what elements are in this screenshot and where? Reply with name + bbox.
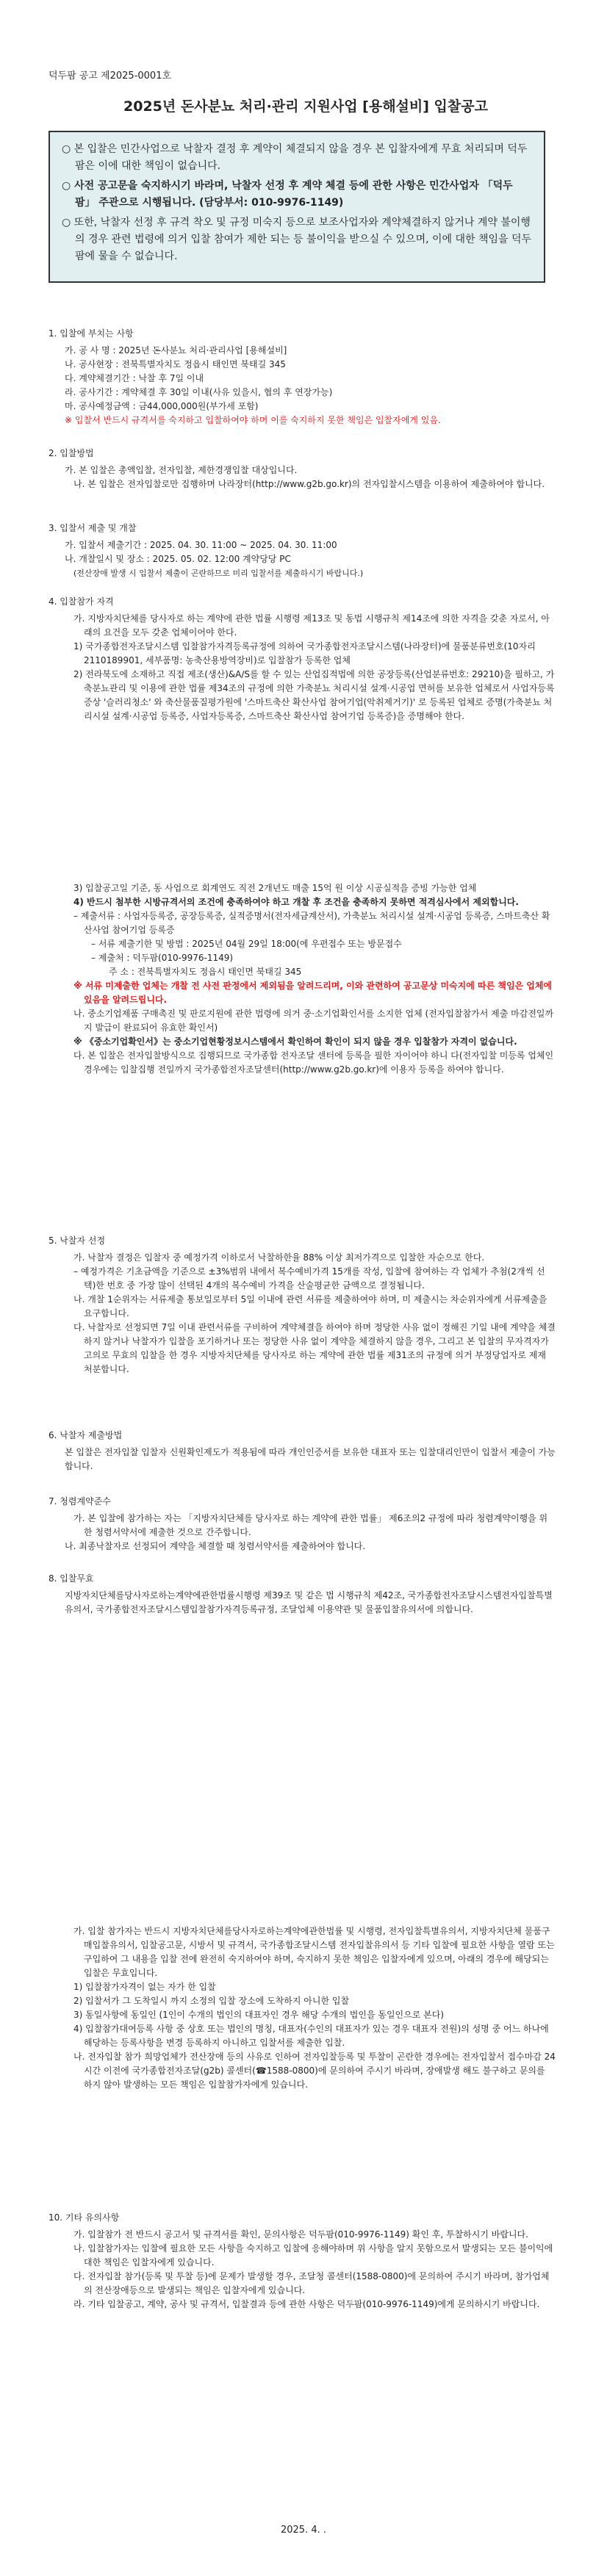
document-date: 2025. 4. .	[280, 2525, 327, 2536]
warning-note: ※ 서류 미제출한 업체는 개찰 전 사전 판정에서 제외됨을 알려드리며, 이와 관련하여 공고문상 미숙지에 따른 책임은 업체에 있음을 알려드립니다.	[73, 981, 553, 1005]
list-item: 나. 입찰참가자는 입찰에 필요한 모든 사항을 숙지하고 입찰에 응해야하며 위 사항을 알지 못함으로서 발생되는 모든 불이익에 대한 책임은 입찰자에게 있습니다.	[73, 2243, 553, 2267]
notice-bullet-2: ○ 사전 공고문을 숙지하시기 바라며, 낙찰자 선정 후 계약 체결 등에 관한 사항은 민간사업자 「덕두팜」 주관으로 시행됩니다. (담당부서: 010-9976-1149)	[62, 180, 513, 209]
section-7	[49, 1495, 556, 1554]
list-item: 가. 본 입찰은 총액입찰, 전자입찰, 제한경쟁입찰 대상입니다.	[65, 465, 298, 475]
list-item: 가. 입찰서 제출기간 : 2025. 04. 30. 11:00 ~ 2025. 04. 30. 11:00	[65, 540, 337, 550]
notice-number: 덕두팜 공고 제2025-0001호	[49, 71, 172, 82]
list-item: 본 입찰은 전자입찰 입찰자 신원확인제도가 적용됨에 따라 개인인증서를 보유한 대표자 또는 입찰대리인만이 입찰서 제출이 가능합니다.	[65, 1447, 556, 1471]
section-heading: 8. 입찰무효	[49, 1573, 94, 1584]
list-item: 2) 입찰서가 그 도착일시 까지 소정의 입찰 장소에 도착하지 아니한 입찰	[73, 1996, 350, 2006]
list-item: 다. 계약체결기간 : 낙찰 후 7일 이내	[65, 373, 204, 383]
section-5	[49, 1234, 556, 1377]
page-title: 2025년 돈사분뇨 처리·관리 지원사업 [용해설비] 입찰공고	[123, 98, 488, 115]
list-item: 가. 낙찰자 결정은 입찰자 중 예정가격 이하로서 낙찰하한율 88% 이상 최저가격으로 입찰한 자순으로 한다.	[73, 1252, 485, 1263]
section-heading: 10. 기타 유의사항	[49, 2212, 120, 2223]
list-item: 나. 전자입찰 참가 희망업체가 전산장애 등의 사유로 인하여 전자입찰등록 및 투찰이 곤란한 경우에는 전자입찰서 접수마감 24시간 이전에 국가종합전자조달(g2b) 콜센터(☎1588-0800)에 문의하여 주시기 바라며, 장애발생 해도 불구하고 문의를 하지 않아 발생하는 모든 책임은 입찰참가자에게 있습니다.	[73, 2052, 556, 2090]
notice-bullet-1: ○ 본 입찰은 민간사업으로 낙찰자 결정 후 계약이 체결되지 않을 경우 본 입찰자에게 무효 처리되며 덕두팜은 이에 대한 책임이 없습니다.	[62, 143, 528, 172]
list-item: 나. 개찰일시 및 장소 : 2025. 05. 02. 12:00 계약당당 PC	[65, 554, 291, 564]
list-item: 나. 개찰 1순위자는 서류제출 통보일로부터 5일 이내에 관련 서류를 제출하여야 하며, 미 제출시는 차순위자에게 서류제출을 요구합니다.	[73, 1294, 547, 1318]
list-item: 2) 전라북도에 소재하고 직접 제조(생산)&A/S를 할 수 있는 산업집적법에 의한 공장등록(산업분류번호: 29210)을 필하고, 가축분뇨관리 및 이용에 관한 법률 제34조의 규정에 의한 가축분뇨 처리시설 설계·시공업 면허를 보유한 업체로서 사업자등록증상 '슬러리청소' 와 축산물품질평가원에 '스마트축산 확산사업 참여기업(악취제거기)' 로 등록된 업체로 증명(가축분뇨 처리시설 설계·시공업 등록증, 사업자등록증, 스마트축산 확산사업 참여기업 등록증)을 증명해야 한다.	[73, 669, 555, 721]
section-heading: 7. 청렴계약준수	[49, 1496, 111, 1507]
section-heading: 5. 낙찰자 선정	[49, 1235, 106, 1246]
list-item: 나. 공사현장 : 전북특별자치도 정읍시 태인면 북태길 345	[65, 359, 286, 369]
section-3	[49, 522, 556, 580]
section-2	[49, 447, 556, 491]
list-item: 지방자치단체를당사자로하는계약에관한법률시행령 제39조 및 같은 법 시행규칙 제42조, 국가종합전자조달시스템전자입찰특별유의서, 국가종합전자조달시스템입찰참가자격등록규정, 조달업체 이용약관 및 물품입찰유의서에 의합니다.	[65, 1590, 553, 1614]
list-item: 가. 본 입찰에 참가하는 자는 「지방자치단체를 당사자로 하는 계약에 관한 법률」 제6조의2 규정에 따라 청렴계약이행을 위한 청렴서약서에 제출한 것으로 간주합니다.	[73, 1513, 548, 1537]
list-item: 라. 기타 입찰공고, 계약, 공사 및 규격서, 입찰결과 등에 관한 사항은 덕두팜(010-9976-1149)에게 문의하시기 바랍니다.	[73, 2299, 540, 2309]
section-heading: 3. 입찰서 제출 및 개찰	[49, 523, 137, 533]
section-8-continued	[49, 1924, 556, 2092]
list-item: 나. 중소기업제품 구매촉진 및 판로지원에 관한 법령에 의거 중·소기업확인서를 소지한 업체 (전자입찰참가서 제출 마감전일까지 발급이 완료되어 유효한 확인서)	[73, 1009, 554, 1033]
list-item: 다. 낙찰자로 선정되면 7일 이내 관련서류를 구비하여 계약체결을 하여야 하며 정당한 사유 없이 정해진 기일 내에 계약을 체결하지 않거나 낙찰자가 입찰을 포기하거나 또는 정당한 사유 없이 계약을 체결하지 않을 경우, 그리고 본 입찰의 무자격자가 고의로 무효의 입찰을 한 경우 지방자치단체를 당사자로 하는 계약에 관한 법률 제31조의 규정에 의거 부정당업자로 제재 처분합니다.	[73, 1322, 556, 1374]
list-item: 나. 최종낙찰자로 선정되어 계약을 체결할 때 청렴서약서를 제출하여야 합니다.	[65, 1541, 366, 1551]
list-item: – 서류 제출기한 및 방법 : 2025년 04월 29일 18:00(에 우편접수 또는 방문접수	[91, 939, 402, 949]
list-item: 주 소 : 전북특별자치도 정읍시 태인면 북태길 345	[109, 967, 302, 977]
list-item: 라. 공사기간 : 계약체결 후 30일 이내(사유 있을시, 협의 후 연장가능)	[65, 387, 333, 397]
section-heading: 1. 입찰에 부치는 사항	[49, 328, 134, 339]
list-item: 1) 국가종합전자조달시스템 입찰참가자격등록규정에 의하여 국가종합전자조달시스템(나라장터)에 물품분류번호(10자리 2110189901, 세부품명: 농축산용방역장비)로 입찰참가 등록한 업체	[73, 641, 536, 665]
list-item: 마. 공사예정금액 : 금44,000,000원(부가세 포함)	[65, 401, 259, 411]
list-note: (전산장애 발생 시 입찰서 제출이 곤란하므로 미리 입찰서를 제출하시기 바랍니다.)	[73, 569, 364, 578]
list-item: 1) 입찰참가자격이 없는 자가 한 입찰	[73, 1982, 216, 1992]
section-4	[49, 595, 556, 724]
section-6	[49, 1429, 556, 1473]
list-item: 가. 지방자치단체를 당사자로 하는 계약에 관한 법률 시행령 제13조 및 동법 시행규칙 제14조에 의한 자격을 갖춘 자로서, 아래의 요건을 모두 갖춘 업체이어야 한다.	[73, 613, 550, 638]
section-heading: 2. 입찰방법	[49, 448, 94, 458]
list-item: – 제출처 : 덕두팜(010-9976-1149)	[91, 953, 234, 963]
notice-box	[49, 131, 545, 283]
list-item: 3) 동일사항에 동일인 (1인이 수개의 법인의 대표자인 경우 해당 수개의 법인을 동일인으로 본다)	[73, 2010, 444, 2020]
list-item: – 제출서류 : 사업자등록증, 공장등록증, 실적증명서(전자세금계산서), 가축분뇨 처리시설 설계·시공업 등록증, 스마트축산 확산사업 참여기업 등록증	[73, 911, 550, 935]
section-10	[49, 2211, 556, 2312]
list-item: 가. 공 사 명 : 2025년 돈사분뇨 처리·관리사업 [용해설비]	[65, 345, 287, 356]
list-item: 3) 입찰공고일 기준, 동 사업으로 회계연도 직전 2개년도 매출 15억 원 이상 시공실적을 증빙 가능한 업체	[73, 883, 477, 893]
list-item: 4) 반드시 첨부한 시방규격서의 조건에 충족하여야 하고 개찰 후 조건을 충족하지 못하면 적격심사에서 제외합니다.	[73, 897, 519, 907]
list-item: 가. 입찰 참가자는 반드시 지방자치단체를당사자로하는계약에관한법률 및 시행령, 전자입찰특별유의서, 지방자치단체 물품구매입찰유의서, 입찰공고문, 시방서 및 규격서, 국가종합조달시스템 전자입찰유의서 등 기타 입찰에 필요한 사항을 열람 또는 구입하여 그 내용을 입찰 전에 완전히 숙지하여야 하며, 숙지하지 못한 책임은 입찰자에게 있으며, 아래의 경우에 해당되는 입찰은 무효입니다.	[73, 1926, 555, 1978]
list-item: – 예정가격은 기초금액을 기준으로 ±3%범위 내에서 복수예비가격 15개를 작성, 입찰에 참여하는 각 업체가 추첨(2개씩 선택)한 번호 중 가장 많이 선택된 4개의 복수예비 가격을 산술평균한 금액으로 결정됩니다.	[73, 1266, 545, 1291]
list-item: 다. 전자입찰 참가(등록 및 투찰 등)에 문제가 발생할 경우, 조달청 콜센터(1588-0800)에 문의하여 주시기 바라며, 참가업체의 전산장애등으로 발생되는 책임은 입찰자에게 있습니다.	[73, 2271, 550, 2295]
list-item: 4) 입찰참가대여등록 사항 중 상호 또는 법인의 명칭, 대표자(수인의 대표자가 있는 경우 대표자 전원)의 성명 중 어느 하나에 해당하는 등록사항을 변경 등록하지 아니하고 입찰서를 제출한 입찰.	[73, 2024, 549, 2048]
list-item: 나. 본 입찰은 전자입찰로만 집행하며 나라장터(http://www.g2b.go.kr)의 전자입찰시스템을 이용하여 제출하여야 합니다.	[73, 479, 545, 489]
section-heading: 6. 낙찰자 제출방법	[49, 1430, 123, 1440]
list-note: ※ 《중소기업확인서》는 중소기업현황정보시스템에서 확인하여 확인이 되지 않을 경우 입찰참가 자격이 없습니다.	[73, 1036, 517, 1047]
section-4-continued	[49, 881, 556, 1077]
list-item: 가. 입찰참가 전 반드시 공고서 및 규격서를 확인, 문의사항은 덕두팜(010-9976-1149) 확인 후, 투찰하시기 바랍니다.	[73, 2229, 528, 2240]
list-item: 다. 본 입찰은 전자입찰방식으로 집행되므로 국가종합 전자조달 센터에 등록을 필한 자이어야 하니 다(전자입찰 미등록 업체인 경우에는 입찰집행 전일까지 국가종합전자조달센터(http://www.g2b.go.kr)에 이용자 등록을 하여야 합니다.	[73, 1050, 554, 1075]
notice-bullet-3: ○ 또한, 낙찰자 선정 후 규격 착오 및 규정 미숙지 등으로 보조사업자와 계약체결하지 않거나 계약 불이행의 경우 관련 법령에 의거 입찰 참여가 제한 되는 등 불이익을 받으실 수 있으며, 이에 대한 책임을 덕두팜에 물을 수 없습니다.	[62, 217, 532, 262]
section-heading: 4. 입찰참가 자격	[49, 596, 114, 607]
section-1	[49, 327, 556, 427]
section-8	[49, 1572, 556, 1617]
warning-note: ※ 입찰서 반드시 규격서를 숙지하고 입찰하여야 하며 이를 숙지하지 못한 책임은 입찰자에게 있음.	[65, 415, 441, 425]
